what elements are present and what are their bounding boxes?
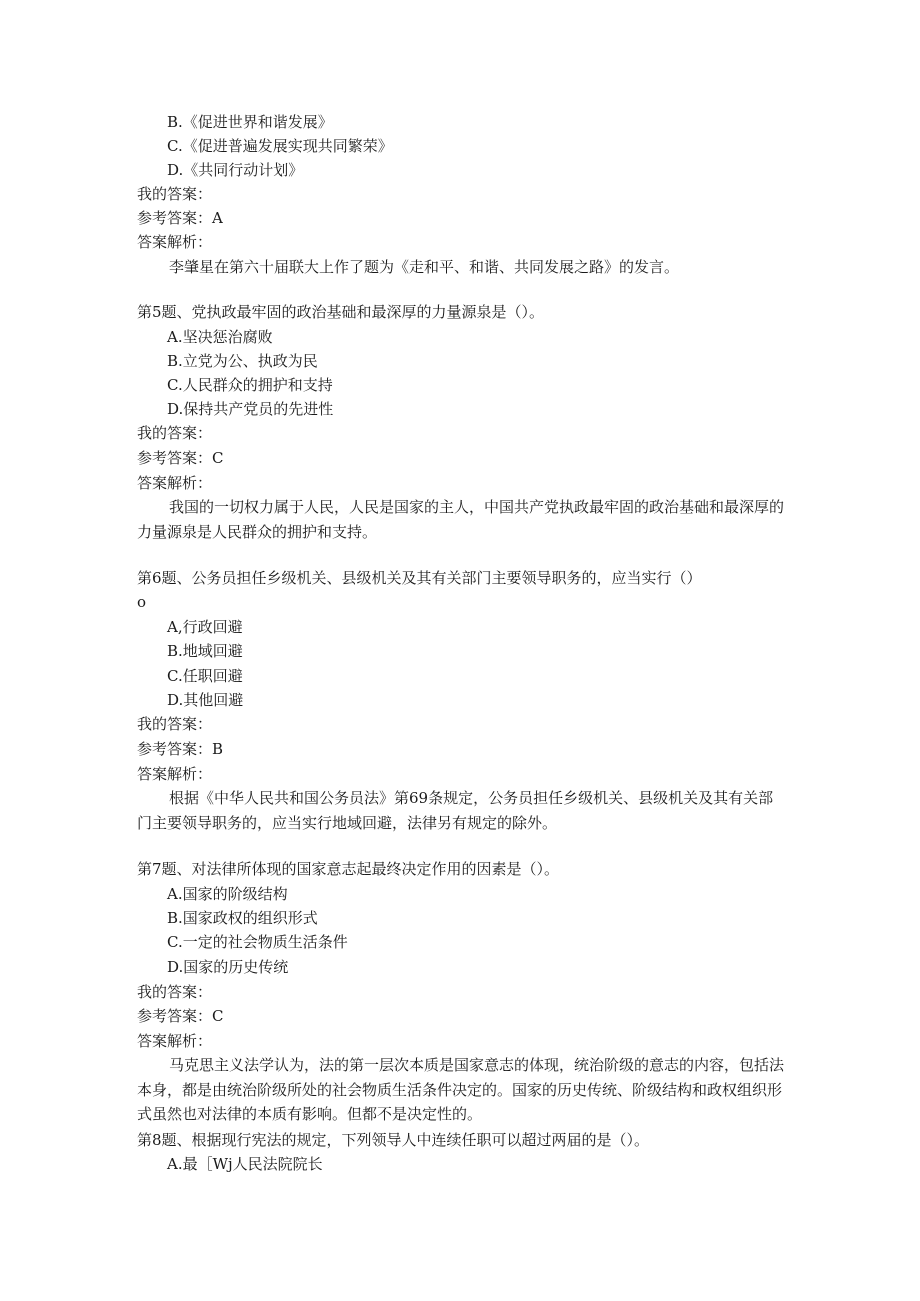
- q5-explanation-label: 答案解析：: [137, 474, 213, 492]
- q5-question: 第5题、党执政最牢固的政治基础和最深厚的力量源泉是（）。: [137, 303, 545, 321]
- q7-explanation: 马克思主义法学认为，法的第一层次本质是国家意志的体现，统治阶级的意志的内容，包括法本身，都是由统治阶级所处的社会物质生活条件决定的。国家的历史传统、阶级结构和政权组织形式虽然也对法律的本质有影响。但都不是决定性的。: [137, 1056, 785, 1123]
- q6-reference-answer: 参考答案：B: [137, 740, 224, 758]
- q6-option-c: C.任职回避: [167, 667, 243, 685]
- q4-my-answer: 我的答案：: [137, 185, 213, 203]
- q4-explanation: 李肇星在第六十届联大上作了题为《走和平、和谐、共同发展之路》的发言。: [169, 258, 680, 276]
- q4-option-b: B.《促进世界和谐发展》: [167, 113, 333, 131]
- q7-option-a: A.国家的阶级结构: [167, 885, 288, 903]
- q6-question-line2: o: [137, 593, 147, 611]
- q6-option-d: D.其他回避: [167, 691, 244, 709]
- q6-option-b: B.地域回避: [167, 642, 243, 660]
- q7-option-c: C.一定的社会物质生活条件: [167, 933, 348, 951]
- q6-my-answer: 我的答案：: [137, 715, 213, 733]
- q7-option-d: D.国家的历史传统: [167, 958, 289, 976]
- q5-option-c: C.人民群众的拥护和支持: [167, 376, 333, 394]
- q5-option-b: B.立党为公、执政为民: [167, 352, 318, 370]
- q4-explanation-label: 答案解析：: [137, 233, 213, 251]
- q6-question-line1: 第6题、公务员担任乡级机关、县级机关及其有关部门主要领导职务的，应当实行（）: [137, 569, 702, 587]
- q4-option-c: C.《促进普遍发展实现共同繁荣》: [167, 137, 393, 155]
- q6-explanation: 根据《中华人民共和国公务员法》第69条规定，公务员担任乡级机关、县级机关及其有关部门主要领导职务的，应当实行地域回避，法律另有规定的除外。: [137, 789, 774, 832]
- q8-question: 第8题、根据现行宪法的规定，下列领导人中连续任职可以超过两届的是（）。: [137, 1131, 650, 1149]
- q6-explanation-label: 答案解析：: [137, 765, 213, 783]
- q4-option-d: D.《共同行动计划》: [167, 161, 304, 179]
- q7-reference-answer: 参考答案：C: [137, 1007, 224, 1025]
- q5-my-answer: 我的答案：: [137, 424, 213, 442]
- q5-explanation: 我国的一切权力属于人民，人民是国家的主人，中国共产党执政最牢固的政治基础和最深厚的力量源泉是人民群众的拥护和支持。: [137, 498, 785, 541]
- q7-my-answer: 我的答案：: [137, 983, 213, 1001]
- q4-reference-answer: 参考答案：A: [137, 209, 223, 227]
- q5-reference-answer: 参考答案：C: [137, 449, 224, 467]
- q5-option-d: D.保持共产党员的先进性: [167, 400, 334, 418]
- q8-option-a: A.最［Wj人民法院院长: [167, 1155, 323, 1173]
- q7-option-b: B.国家政权的组织形式: [167, 909, 318, 927]
- q7-explanation-label: 答案解析：: [137, 1032, 213, 1050]
- q6-option-a: A,行政回避: [167, 618, 243, 636]
- q5-option-a: A.坚决惩治腐败: [167, 328, 273, 346]
- q7-question: 第7题、对法律所体现的国家意志起最终决定作用的因素是（）。: [137, 860, 560, 878]
